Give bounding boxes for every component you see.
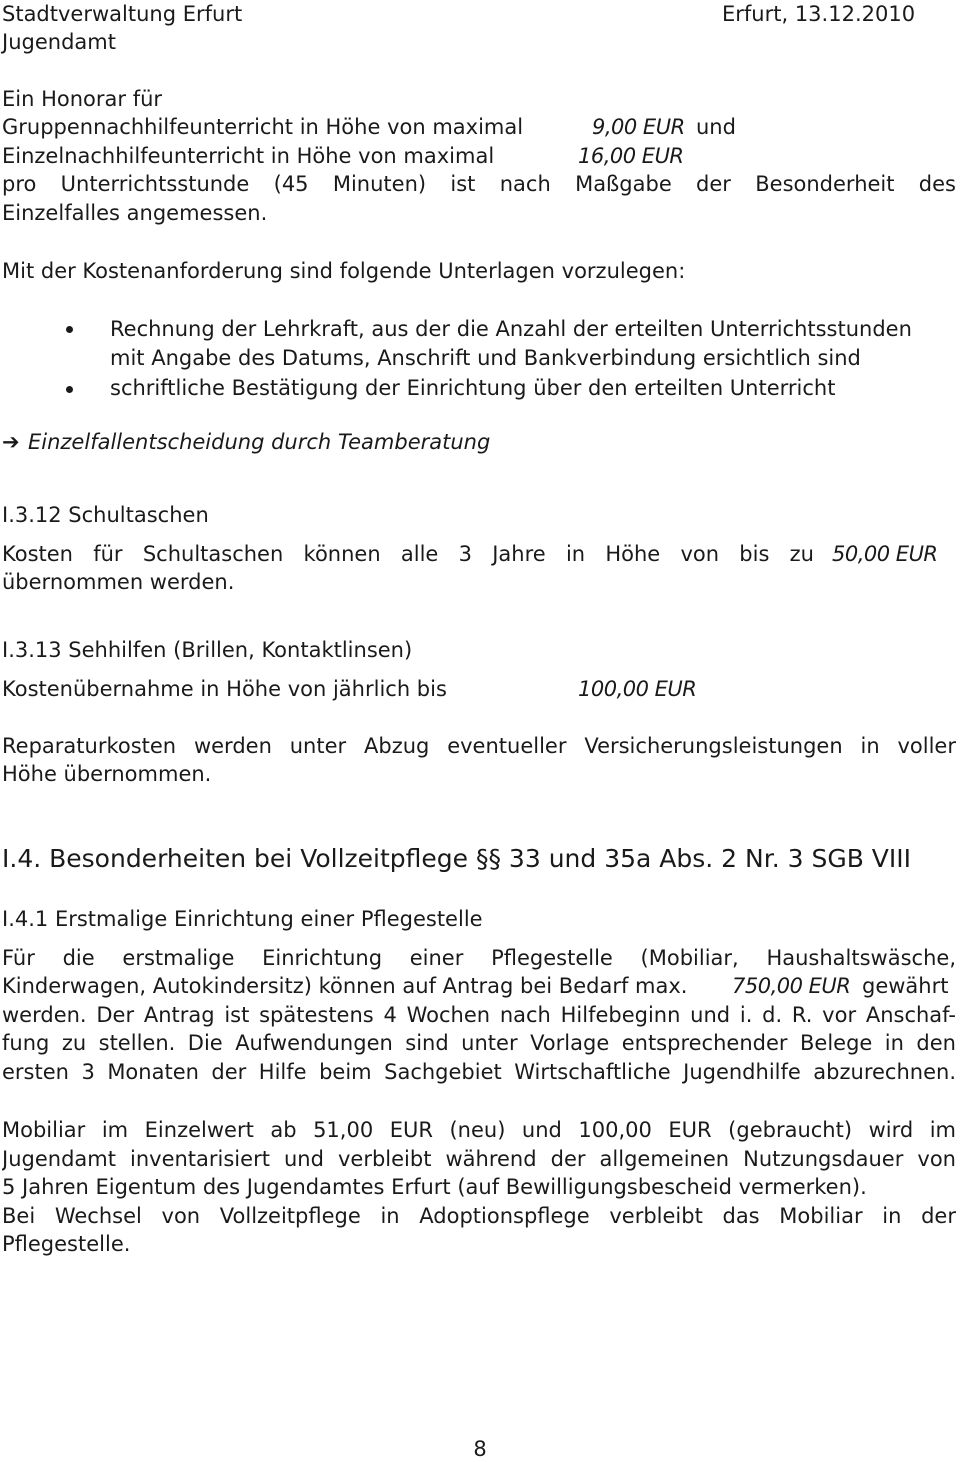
vollzeitpflege-p1-line-2-text: Kinderwagen, Autokindersitz) können auf Antrag bei Bedarf max. — [2, 974, 688, 998]
honorar-line-2-text: Gruppennachhilfeunterricht in Höhe von maximal — [2, 115, 524, 139]
vollzeitpflege-heading: I.4. Besonderheiten bei Vollzeitpflege §§ 33 und 35a Abs. 2 Nr. 3 SGB VIII — [2, 844, 912, 873]
sehhilfen-line-3: Höhe übernommen. — [2, 762, 212, 786]
honorar-line-3-text: Einzelnachhilfeunterricht in Höhe von maximal — [2, 144, 495, 168]
sehhilfen-line-2: Reparaturkosten werden unter Abzug eventueller Versicherungsleistungen in voller — [2, 734, 956, 758]
arrow-right-icon: ➔ — [2, 430, 20, 454]
header-place-date: Erfurt, 13.12.2010 — [722, 2, 916, 26]
schultaschen-line-1-text: Kosten für Schultaschen können alle 3 Jahre in Höhe von bis zu — [2, 542, 814, 566]
vollzeitpflege-p2-line-4: Bei Wechsel von Vollzeitpflege in Adoptionspflege verbleibt das Mobiliar in der — [2, 1204, 956, 1228]
vollzeitpflege-p2-line-2: Jugendamt inventarisiert und verbleibt während der allgemeinen Nutzungsdauer von — [2, 1147, 956, 1171]
bullet-icon — [66, 326, 73, 333]
honorar-line-2-suffix: und — [696, 115, 736, 139]
sehhilfen-heading: I.3.13 Sehhilfen (Brillen, Kontaktlinsen) — [2, 638, 413, 662]
einzelfallentscheidung-text: Einzelfallentscheidung durch Teamberatung — [28, 430, 491, 454]
erstmalige-einrichtung-heading: I.4.1 Erstmalige Einrichtung einer Pflegestelle — [2, 907, 483, 931]
header-organization: Stadtverwaltung Erfurt — [2, 2, 243, 26]
honorar-line-4: pro Unterrichtsstunde (45 Minuten) ist nach Maßgabe der Besonderheit des — [2, 172, 956, 196]
vollzeitpflege-p1-line-5: ersten 3 Monaten der Hilfe beim Sachgebiet Wirtschaftliche Jugendhilfe abzurechnen. — [2, 1060, 956, 1084]
schultaschen-amount: 50,00 EUR — [832, 542, 938, 566]
unterlagen-bullet-1-line-1: Rechnung der Lehrkraft, aus der die Anzahl der erteilten Unterrichtsstunden — [110, 317, 912, 341]
schultaschen-line-2: übernommen werden. — [2, 570, 235, 594]
header-department: Jugendamt — [2, 30, 116, 54]
honorar-gruppe-amount: 9,00 EUR — [592, 115, 685, 139]
unterlagen-bullet-2: schriftliche Bestätigung der Einrichtung über den erteilten Unterricht — [110, 376, 836, 400]
schultaschen-heading: I.3.12 Schultaschen — [2, 503, 209, 527]
unterlagen-intro: Mit der Kostenanforderung sind folgende Unterlagen vorzulegen: — [2, 259, 686, 283]
vollzeitpflege-p2-line-5: Pflegestelle. — [2, 1232, 131, 1256]
page-number: 8 — [473, 1437, 487, 1461]
honorar-line-5: Einzelfalles angemessen. — [2, 201, 268, 225]
unterlagen-bullet-1-line-2: mit Angabe des Datums, Anschrift und Bankverbindung ersichtlich sind — [110, 346, 861, 370]
sehhilfen-amount: 100,00 EUR — [578, 677, 697, 701]
honorar-einzel-amount: 16,00 EUR — [578, 144, 684, 168]
honorar-line-1: Ein Honorar für — [2, 87, 163, 111]
vollzeitpflege-p1-line-3: werden. Der Antrag ist spätestens 4 Wochen nach Hilfebeginn und i. d. R. vor Anschaf- — [2, 1003, 956, 1027]
vollzeitpflege-p1-line-4: fung zu stellen. Die Aufwendungen sind unter Vorlage entsprechender Belege in den — [2, 1031, 956, 1055]
sehhilfen-line-1-text: Kostenübernahme in Höhe von jährlich bis — [2, 677, 447, 701]
vollzeitpflege-amount: 750,00 EUR — [732, 974, 851, 998]
vollzeitpflege-p2-line-3: 5 Jahren Eigentum des Jugendamtes Erfurt (auf Bewilligungsbescheid vermerken). — [2, 1175, 867, 1199]
bullet-icon — [66, 386, 73, 393]
vollzeitpflege-p2-line-1: Mobiliar im Einzelwert ab 51,00 EUR (neu) und 100,00 EUR (gebraucht) wird im — [2, 1118, 956, 1142]
vollzeitpflege-p1-line-1: Für die erstmalige Einrichtung einer Pflegestelle (Mobiliar, Haushaltswäsche, — [2, 946, 956, 970]
vollzeitpflege-p1-line-2-suffix: gewährt — [862, 974, 949, 998]
